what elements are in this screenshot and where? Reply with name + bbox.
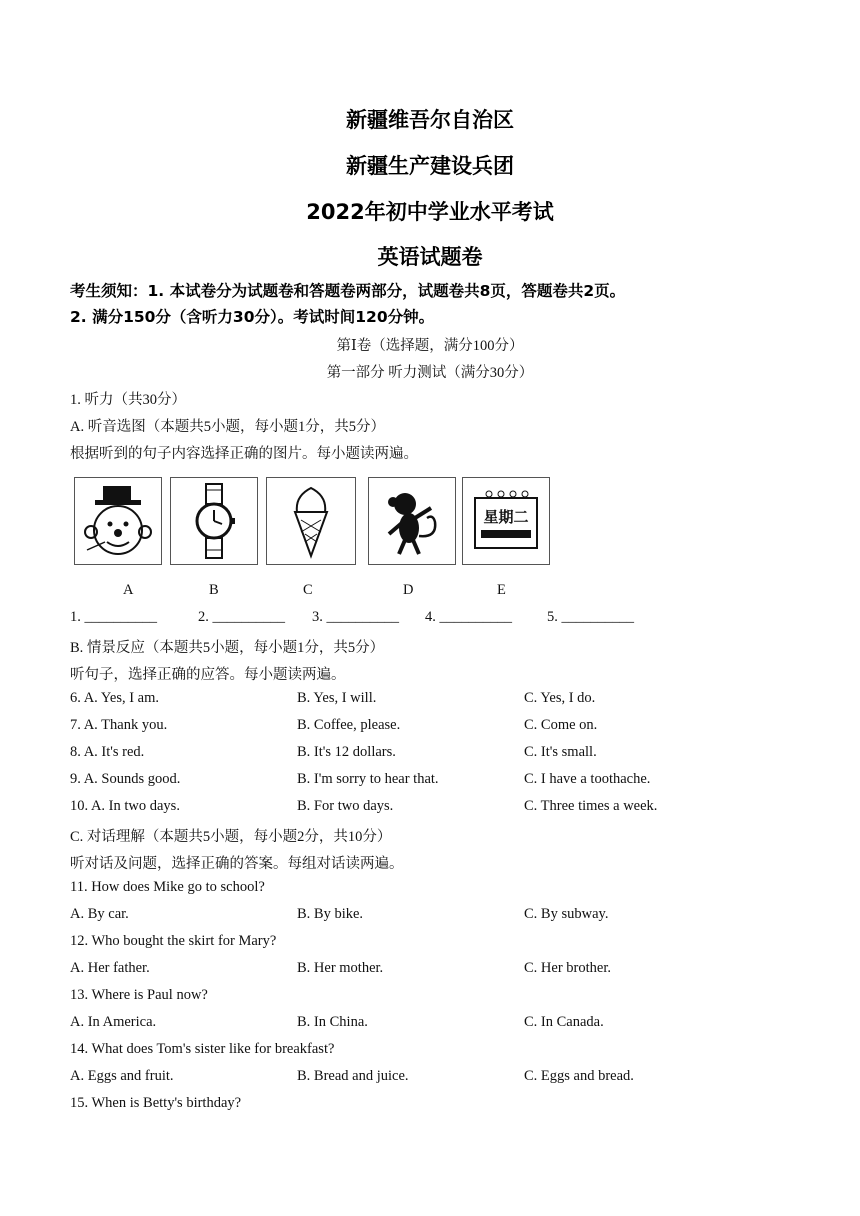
- listening-heading: 1. 听力（共30分）: [70, 392, 186, 408]
- picture-c: [266, 477, 356, 565]
- question-11: 11. How does Mike go to school?: [70, 879, 265, 895]
- option-13c: C. In Canada.: [524, 1014, 604, 1030]
- question-13: 13. Where is Paul now?: [70, 987, 208, 1003]
- notice-line-1: 考生须知：1. 本试卷分为试题卷和答题卷两部分，试题卷共8页，答题卷共2页。: [70, 282, 626, 300]
- picture-label-b: B: [209, 582, 219, 598]
- picture-e: [462, 477, 550, 565]
- clown-icon: [75, 478, 161, 564]
- option-9b: B. I'm sorry to hear that.: [297, 771, 439, 787]
- option-14a: A. Eggs and fruit.: [70, 1068, 174, 1084]
- option-14c: C. Eggs and bread.: [524, 1068, 634, 1084]
- section-c-heading: C. 对话理解（本题共5小题，每小题2分，共10分）: [70, 829, 392, 845]
- title-exam: 2022年初中学业水平考试: [306, 200, 554, 224]
- answer-blank-5[interactable]: 5. __________: [547, 609, 634, 625]
- option-8a: 8. A. It's red.: [70, 744, 145, 760]
- picture-label-a: A: [123, 582, 134, 598]
- option-9c: C. I have a toothache.: [524, 771, 651, 787]
- calendar-icon: [463, 478, 549, 564]
- option-7a: 7. A. Thank you.: [70, 717, 168, 733]
- option-9a: 9. A. Sounds good.: [70, 771, 181, 787]
- question-12: 12. Who bought the skirt for Mary?: [70, 933, 277, 949]
- option-6b: B. Yes, I will.: [297, 690, 377, 706]
- answer-blank-3[interactable]: 3. __________: [312, 609, 399, 625]
- picture-b: [170, 477, 258, 565]
- answer-blank-2[interactable]: 2. __________: [198, 609, 285, 625]
- title-subject: 英语试题卷: [377, 245, 483, 269]
- notice-line-2: 2. 满分150分（含听力30分）。考试时间120分钟。: [70, 308, 435, 326]
- answer-blank-1[interactable]: 1. __________: [70, 609, 157, 625]
- option-12c: C. Her brother.: [524, 960, 611, 976]
- option-10a: 10. A. In two days.: [70, 798, 180, 814]
- ice-cream-icon: [267, 478, 355, 564]
- section-c-instructions: 听对话及问题，选择正确的答案。每组对话读两遍。: [70, 856, 404, 872]
- section-b-instructions: 听句子，选择正确的应答。每小题读两遍。: [70, 667, 346, 683]
- calendar-text: 星期二: [483, 508, 529, 526]
- picture-d: [368, 477, 456, 565]
- option-10c: C. Three times a week.: [524, 798, 658, 814]
- volume-heading: 第Ⅰ卷（选择题，满分100分）: [336, 338, 524, 354]
- watch-icon: [171, 478, 257, 564]
- picture-label-c: C: [303, 582, 313, 598]
- option-12b: B. Her mother.: [297, 960, 384, 976]
- option-13b: B. In China.: [297, 1014, 368, 1030]
- part-heading: 第一部分 听力测试（满分30分）: [326, 365, 534, 381]
- picture-a: [74, 477, 162, 565]
- section-a-instructions: 根据听到的句子内容选择正确的图片。每小题读两遍。: [70, 446, 418, 462]
- option-10b: B. For two days.: [297, 798, 394, 814]
- option-6a: 6. A. Yes, I am.: [70, 690, 160, 706]
- section-b-heading: B. 情景反应（本题共5小题，每小题1分，共5分）: [70, 640, 385, 656]
- title-region: 新疆维吾尔自治区: [346, 108, 514, 132]
- option-7b: B. Coffee, please.: [297, 717, 401, 733]
- title-corps: 新疆生产建设兵团: [346, 154, 514, 178]
- option-11c: C. By subway.: [524, 906, 609, 922]
- option-11b: B. By bike.: [297, 906, 364, 922]
- option-13a: A. In America.: [70, 1014, 157, 1030]
- monkey-icon: [369, 478, 455, 564]
- question-15: 15. When is Betty's birthday?: [70, 1095, 242, 1111]
- picture-label-d: D: [403, 582, 414, 598]
- question-14: 14. What does Tom's sister like for breakfast?: [70, 1041, 335, 1057]
- answer-blank-4[interactable]: 4. __________: [425, 609, 512, 625]
- section-a-heading: A. 听音选图（本题共5小题，每小题1分，共5分）: [70, 419, 385, 435]
- option-8c: C. It's small.: [524, 744, 597, 760]
- option-8b: B. It's 12 dollars.: [297, 744, 396, 760]
- option-11a: A. By car.: [70, 906, 129, 922]
- option-12a: A. Her father.: [70, 960, 150, 976]
- picture-label-e: E: [497, 582, 506, 598]
- option-14b: B. Bread and juice.: [297, 1068, 409, 1084]
- option-6c: C. Yes, I do.: [524, 690, 596, 706]
- option-7c: C. Come on.: [524, 717, 598, 733]
